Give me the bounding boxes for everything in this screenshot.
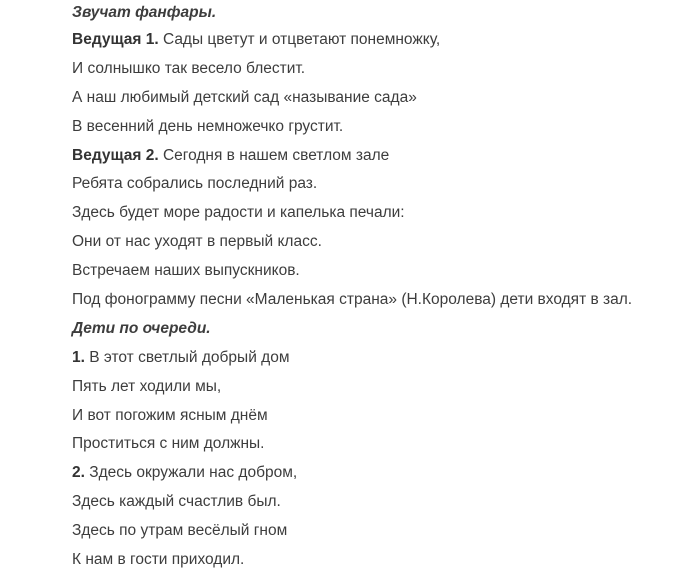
line-text: Здесь окружали нас добром,: [84, 464, 298, 482]
stage-direction: Звучат фанфары.: [72, 4, 217, 21]
line-text: В этот светлый добрый дом: [84, 348, 290, 366]
verse-line: К нам в гости приходил.: [72, 551, 245, 569]
verse-line: Под фонограмму песни «Маленькая страна» (Н.Королева) дети входят в зал.: [72, 291, 633, 309]
verse-line: Проститься с ним должны.: [72, 435, 265, 453]
verse-line: Здесь будет море радости и капелька печали:: [72, 204, 405, 222]
speaker-line: [72, 142, 700, 171]
speaker-label: Ведущая 1.: [72, 31, 159, 48]
verse-line: Ребята собрались последний раз.: [72, 175, 318, 193]
verse-line: Пять лет ходили мы,: [72, 377, 222, 395]
line-text: Сегодня в нашем светлом зале: [158, 146, 390, 164]
speaker-line: [72, 344, 700, 373]
speaker-label: 1.: [72, 348, 85, 366]
stage-direction: Дети по очереди.: [72, 319, 211, 337]
speaker-line: [72, 459, 700, 488]
script-text: [72, 0, 700, 575]
line-text: Сады цветут и отцветают понемножку,: [158, 31, 441, 48]
speaker-label: Ведущая 2.: [72, 146, 159, 164]
speaker-line: [72, 26, 700, 55]
verse-line: И вот погожим ясным днём: [72, 406, 268, 424]
verse-line: А наш любимый детский сад «называние сада»: [72, 88, 417, 106]
speaker-label: 2.: [72, 464, 85, 482]
verse-line: И солнышко так весело блестит.: [72, 59, 306, 77]
verse-line: Здесь по утрам весёлый гном: [72, 522, 288, 540]
verse-line: Встречаем наших выпускников.: [72, 262, 300, 280]
verse-line: Они от нас уходят в первый класс.: [72, 233, 322, 251]
verse-line: Здесь каждый счастлив был.: [72, 493, 281, 511]
verse-line: В весенний день немножечко грустит.: [72, 117, 344, 135]
